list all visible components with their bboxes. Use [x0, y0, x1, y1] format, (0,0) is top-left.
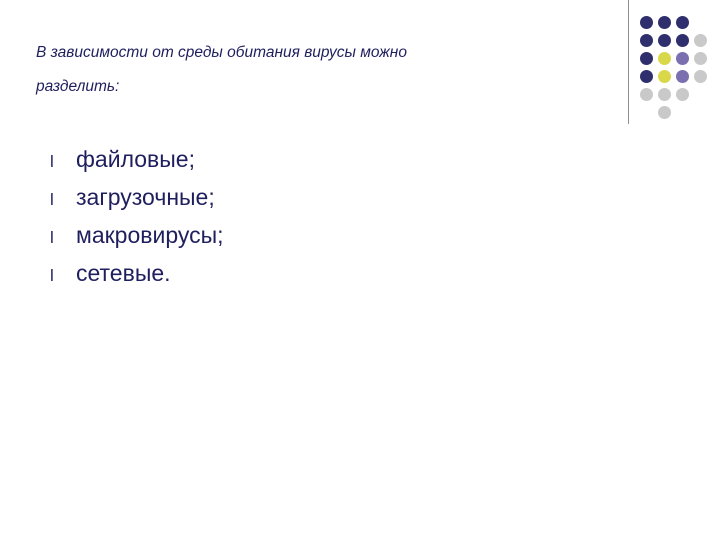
list-item — [50, 216, 610, 254]
dot-icon — [658, 52, 671, 65]
dot-icon — [640, 52, 653, 65]
bullet-text: макровирусы; — [76, 222, 224, 248]
dot-icon — [676, 34, 689, 47]
dot-icon — [676, 88, 689, 101]
list-item — [50, 140, 610, 178]
dot-icon — [676, 52, 689, 65]
bullet-text: загрузочные; — [76, 184, 215, 210]
slide-title — [36, 36, 596, 104]
list-item — [50, 254, 610, 292]
bullet-marker-icon: l — [50, 152, 54, 171]
title-line-1: В зависимости от среды обитания вирусы можно — [36, 44, 407, 61]
dot-icon — [640, 34, 653, 47]
bullet-marker-icon: l — [50, 190, 54, 209]
dot-icon — [658, 70, 671, 83]
dot-icon — [640, 70, 653, 83]
bullet-text: файловые; — [76, 146, 195, 172]
vertical-divider — [628, 0, 629, 124]
dot-icon — [658, 16, 671, 29]
bullet-marker-icon: l — [50, 266, 54, 285]
dot-icon — [694, 70, 707, 83]
dot-grid-decoration — [640, 16, 712, 116]
dot-icon — [676, 70, 689, 83]
dot-icon — [640, 88, 653, 101]
dot-icon — [658, 88, 671, 101]
list-item — [50, 178, 610, 216]
dot-icon — [658, 106, 671, 119]
dot-icon — [694, 52, 707, 65]
title-line-2: разделить: — [36, 78, 120, 95]
bullet-marker-icon: l — [50, 228, 54, 247]
dot-icon — [676, 16, 689, 29]
bullet-text: сетевые. — [76, 260, 171, 286]
bullet-list — [50, 140, 610, 292]
dot-icon — [694, 34, 707, 47]
dot-icon — [640, 16, 653, 29]
dot-icon — [658, 34, 671, 47]
